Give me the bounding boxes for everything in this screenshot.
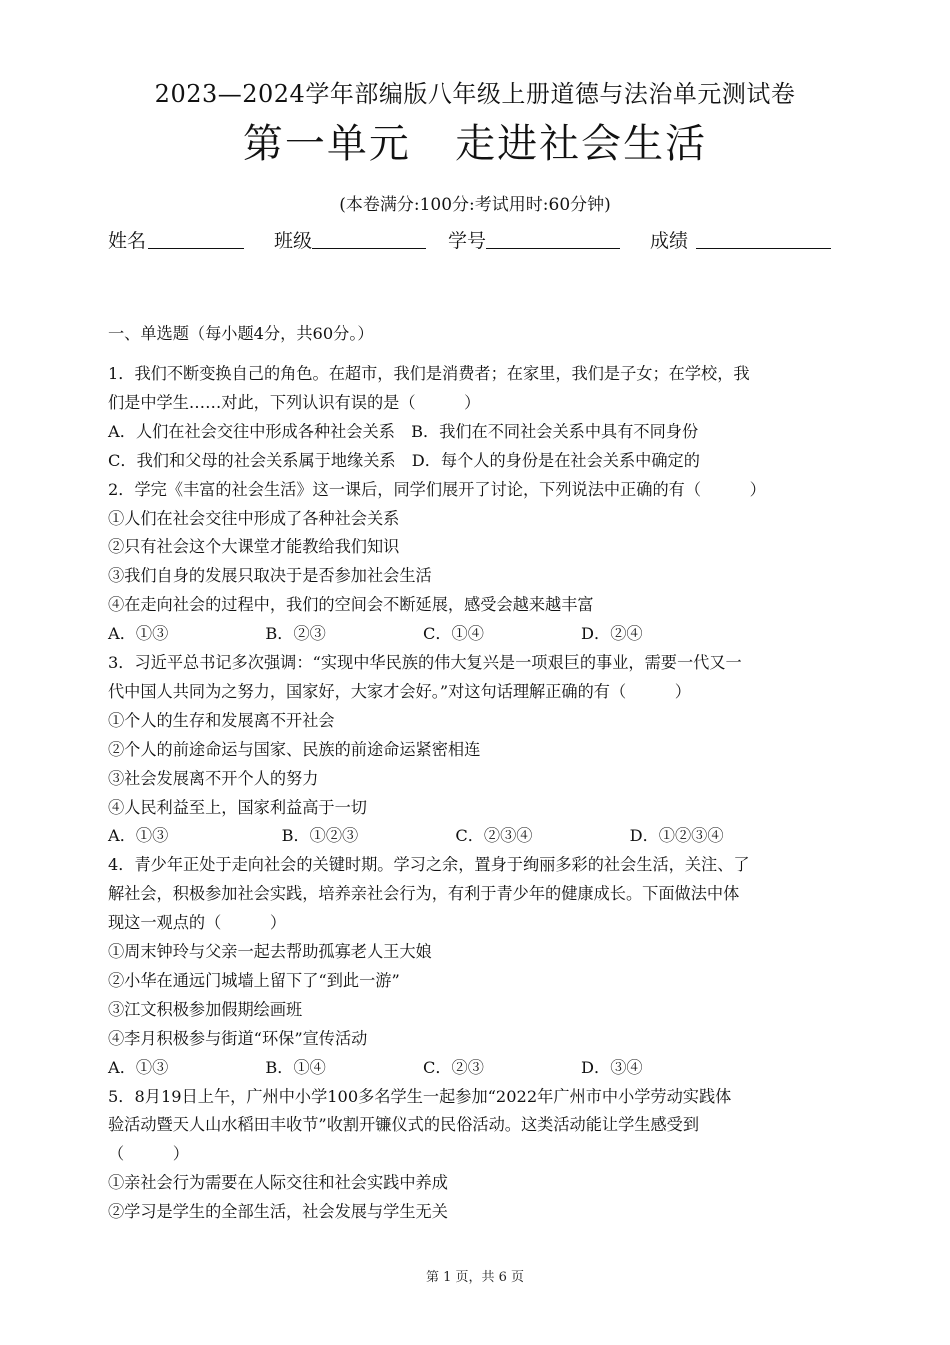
text-line: ②只有社会这个大课堂才能教给我们知识 (108, 537, 400, 557)
text-line: ①个人的生存和发展离不开社会 (108, 710, 335, 730)
text-line: ①人们在社会交往中形成了各种社会关系 (108, 508, 400, 528)
text-line: 3．习近平总书记多次强调：“实现中华民族的伟大复兴是一项艰巨的事业，需要一代又一 (108, 653, 742, 672)
text-line: A．①③ B．②③ C．①④ D．②④ (108, 624, 643, 644)
unit-title: 第一单元 走进社会生活 (242, 121, 708, 167)
text-line: A．①③ B．①④ C．②③ D．③④ (108, 1057, 643, 1077)
text-line: （ ） (108, 1144, 189, 1164)
text-line: ①亲社会行为需要在人际交往和社会实践中养成 (108, 1173, 448, 1193)
student-id-blank (486, 248, 620, 249)
text-line: ③我们自身的发展只取决于是否参加社会生活 (108, 566, 432, 586)
text-line: 5．8月19日上午，广州中小学100多名学生一起参加“2022年广州市中小学劳动实践体 (108, 1086, 732, 1106)
text-line: ③社会发展离不开个人的努力 (108, 768, 319, 788)
text-line: ①周末钟玲与父亲一起去帮助孤寡老人王大娘 (108, 942, 432, 961)
score-label: 成绩 (650, 230, 689, 252)
text-line: ④李月积极参与街道“环保”宣传活动 (108, 1028, 368, 1048)
page-footer: 第 1 页，共 6 页 (425, 1270, 525, 1285)
text-line: 现这一观点的（ ） (108, 913, 287, 933)
name-label: 姓名 (108, 230, 147, 252)
text-line: ②个人的前途命运与国家、民族的前途命运紧密相连 (108, 739, 481, 759)
student-id-label: 学号 (448, 230, 487, 252)
text-line: ②学习是学生的全部生活，社会发展与学生无关 (108, 1202, 448, 1222)
exam-subtitle: (本卷满分:100分:考试用时:60分钟) (339, 195, 611, 215)
text-line: ④人民利益至上，国家利益高于一切 (108, 797, 367, 817)
class-label: 班级 (274, 230, 313, 252)
text-line: 4．青少年正处于走向社会的关键时期。学习之余，置身于绚丽多彩的社会生活，关注、了 (108, 855, 750, 875)
text-line: 解社会，积极参加社会实践，培养亲社会行为，有利于青少年的健康成长。下面做法中体 (108, 884, 740, 904)
text-line: 们是中学生……对此，下列认识有误的是（ ） (108, 392, 481, 412)
name-blank (148, 248, 244, 249)
text-line: C．我们和父母的社会关系属于地缘关系 D．每个人的身份是在社会关系中确定的 (108, 450, 700, 470)
text-line: 代中国人共同为之努力，国家好，大家才会好。”对这句话理解正确的有（ ） (108, 681, 691, 701)
text-line: A．人们在社会交往中形成各种社会关系 B．我们在不同社会关系中具有不同身份 (108, 421, 699, 441)
text-line: 验活动暨天人山水稻田丰收节”收割开镰仪式的民俗活动。这类活动能让学生感受到 (108, 1115, 700, 1135)
text-line: 2．学完《丰富的社会生活》这一课后，同学们展开了讨论，下列说法中正确的有（ ） (108, 479, 766, 499)
text-line: 1．我们不断变换自己的角色。在超市，我们是消费者；在家里，我们是子女；在学校，我 (108, 364, 750, 383)
text-line: ②小华在通远门城墙上留下了“到此一游” (108, 970, 400, 990)
class-blank (312, 248, 426, 249)
text-line: ④在走向社会的过程中，我们的空间会不断延展，感受会越来越丰富 (108, 595, 594, 615)
score-blank (696, 248, 831, 249)
text-line: ③江文积极参加假期绘画班 (108, 999, 303, 1019)
exam-title: 2023—2024学年部编版八年级上册道德与法治单元测试卷 (154, 80, 796, 108)
text-line: A．①③ B．①②③ C．②③④ D．①②③④ (108, 826, 724, 846)
section-heading: 一、单选题（每小题4分，共60分。） (108, 324, 374, 343)
